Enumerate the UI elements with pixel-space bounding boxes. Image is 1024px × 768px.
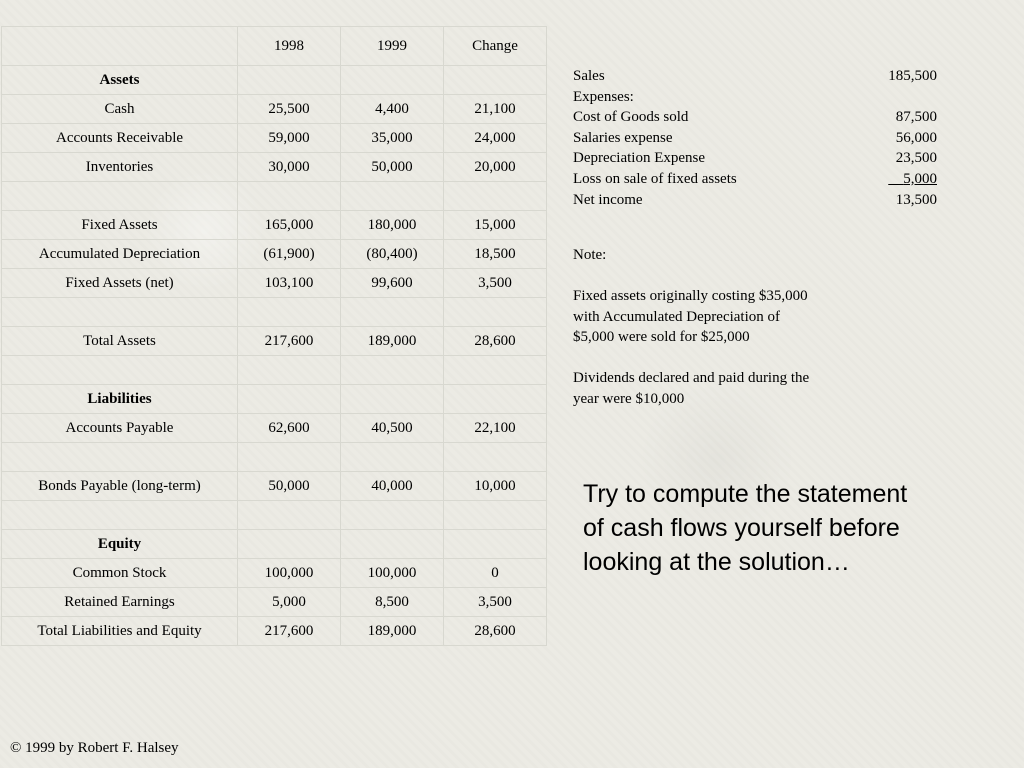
cell-1998: 62,600	[238, 414, 341, 443]
row-label: Accounts Payable	[2, 414, 238, 443]
income-label: Salaries expense	[573, 129, 673, 146]
cell-change: 18,500	[444, 240, 547, 269]
row-label: Accounts Receivable	[2, 124, 238, 153]
cell-1999: 8,500	[341, 588, 444, 617]
row-label: Inventories	[2, 153, 238, 182]
header-cell-label	[2, 27, 238, 66]
prompt-line: of cash flows yourself before	[583, 514, 900, 542]
income-row-sales	[573, 66, 937, 87]
table-row	[2, 559, 547, 588]
row-label: Bonds Payable (long-term)	[2, 472, 238, 501]
table-row	[2, 588, 547, 617]
table-row	[2, 95, 547, 124]
balance-sheet-table	[1, 26, 547, 646]
cell-1999: (80,400)	[341, 240, 444, 269]
section-row-equity	[2, 530, 547, 559]
row-label: Common Stock	[2, 559, 238, 588]
cell-1998: 5,000	[238, 588, 341, 617]
table-row	[2, 240, 547, 269]
cell-1999: 50,000	[341, 153, 444, 182]
note-dividends-line: Dividends declared and paid during the	[573, 370, 810, 386]
cell-change: 15,000	[444, 211, 547, 240]
cell-change: 22,100	[444, 414, 547, 443]
cell-change: 20,000	[444, 153, 547, 182]
row-label: Retained Earnings	[2, 588, 238, 617]
cell-1998: 217,600	[238, 617, 341, 646]
row-label: Total Liabilities and Equity	[2, 617, 238, 646]
income-label: Sales	[573, 68, 605, 84]
cell-change: 28,600	[444, 617, 547, 646]
income-label: Depreciation Expense	[573, 150, 706, 167]
table-row	[2, 211, 547, 240]
cell-change: 21,100	[444, 95, 547, 124]
cell-1999: 35,000	[341, 124, 444, 153]
notes-heading: Note:	[573, 247, 607, 263]
blank-row	[2, 356, 547, 385]
income-value-underlined: 5,000	[903, 170, 937, 187]
cell-1998: (61,900)	[238, 240, 341, 269]
table-row	[2, 617, 547, 646]
cell-change: 24,000	[444, 124, 547, 153]
income-value: 13,500	[895, 191, 937, 208]
cell-1999: 40,500	[341, 414, 444, 443]
table-row	[2, 269, 547, 298]
cell-1999: 189,000	[341, 327, 444, 356]
cell-1998: 217,600	[238, 327, 341, 356]
row-label: Cash	[2, 95, 238, 124]
table-row	[2, 472, 547, 501]
header-cell-1999: 1999	[341, 27, 444, 66]
income-statement	[573, 66, 937, 210]
row-label: Accumulated Depreciation	[2, 240, 238, 269]
income-row-depreciation	[573, 148, 937, 169]
header-cell-1998: 1998	[238, 27, 341, 66]
income-value: 185,500	[888, 68, 937, 84]
note-fixed-assets-line: $5,000 were sold for $25,000	[573, 329, 750, 345]
note-dividends-line: year were $10,000	[573, 390, 685, 407]
blank-row	[2, 443, 547, 472]
cell-1999: 40,000	[341, 472, 444, 501]
cell-1998: 30,000	[238, 153, 341, 182]
cell-1999: 189,000	[341, 617, 444, 646]
income-value: 56,000	[895, 129, 937, 146]
income-row-cogs	[573, 107, 937, 128]
cell-change: 28,600	[444, 327, 547, 356]
table-row	[2, 124, 547, 153]
cell-1998: 50,000	[238, 472, 341, 501]
cell-change: 3,500	[444, 588, 547, 617]
note-fixed-assets-line: with Accumulated Depreciation of	[573, 308, 781, 325]
income-label: Loss on sale of fixed assets	[573, 170, 737, 187]
cell-change: 0	[444, 559, 547, 588]
prompt-line: Try to compute the statement	[583, 480, 908, 508]
notes-block	[573, 245, 863, 409]
income-row-net-income	[573, 190, 937, 211]
blank-row	[2, 501, 547, 530]
cell-1998: 100,000	[238, 559, 341, 588]
blank-row	[2, 182, 547, 211]
section-title-equity: Equity	[2, 530, 238, 559]
cell-1999: 180,000	[341, 211, 444, 240]
table-row	[2, 327, 547, 356]
blank-row	[2, 298, 547, 327]
income-row-salaries	[573, 128, 937, 149]
section-row-liabilities	[2, 385, 547, 414]
cell-change: 3,500	[444, 269, 547, 298]
cell-change: 10,000	[444, 472, 547, 501]
section-row-assets	[2, 66, 547, 95]
prompt-text	[583, 477, 983, 579]
prompt-line: looking at the solution…	[583, 548, 850, 576]
section-title-assets: Assets	[2, 66, 238, 95]
cell-1998: 165,000	[238, 211, 341, 240]
table-row	[2, 153, 547, 182]
row-label: Fixed Assets (net)	[2, 269, 238, 298]
cell-1998: 103,100	[238, 269, 341, 298]
cell-1999: 100,000	[341, 559, 444, 588]
section-title-liabilities: Liabilities	[2, 385, 238, 414]
income-row-loss	[573, 169, 937, 190]
cell-1998: 59,000	[238, 124, 341, 153]
income-label: Expenses:	[573, 88, 634, 105]
income-label: Cost of Goods sold	[573, 109, 689, 126]
table-header-row	[2, 27, 547, 66]
header-cell-change: Change	[444, 27, 547, 66]
cell-1999: 4,400	[341, 95, 444, 124]
income-label: Net income	[573, 191, 643, 208]
income-row-expenses	[573, 87, 937, 108]
income-value: 23,500	[895, 150, 937, 167]
note-fixed-assets-line: Fixed assets originally costing $35,000	[573, 288, 808, 304]
table-row	[2, 414, 547, 443]
row-label: Fixed Assets	[2, 211, 238, 240]
cell-1998: 25,500	[238, 95, 341, 124]
copyright-footer: © 1999 by Robert F. Halsey	[10, 740, 179, 756]
income-value: 87,500	[895, 109, 937, 126]
cell-1999: 99,600	[341, 269, 444, 298]
row-label: Total Assets	[2, 327, 238, 356]
